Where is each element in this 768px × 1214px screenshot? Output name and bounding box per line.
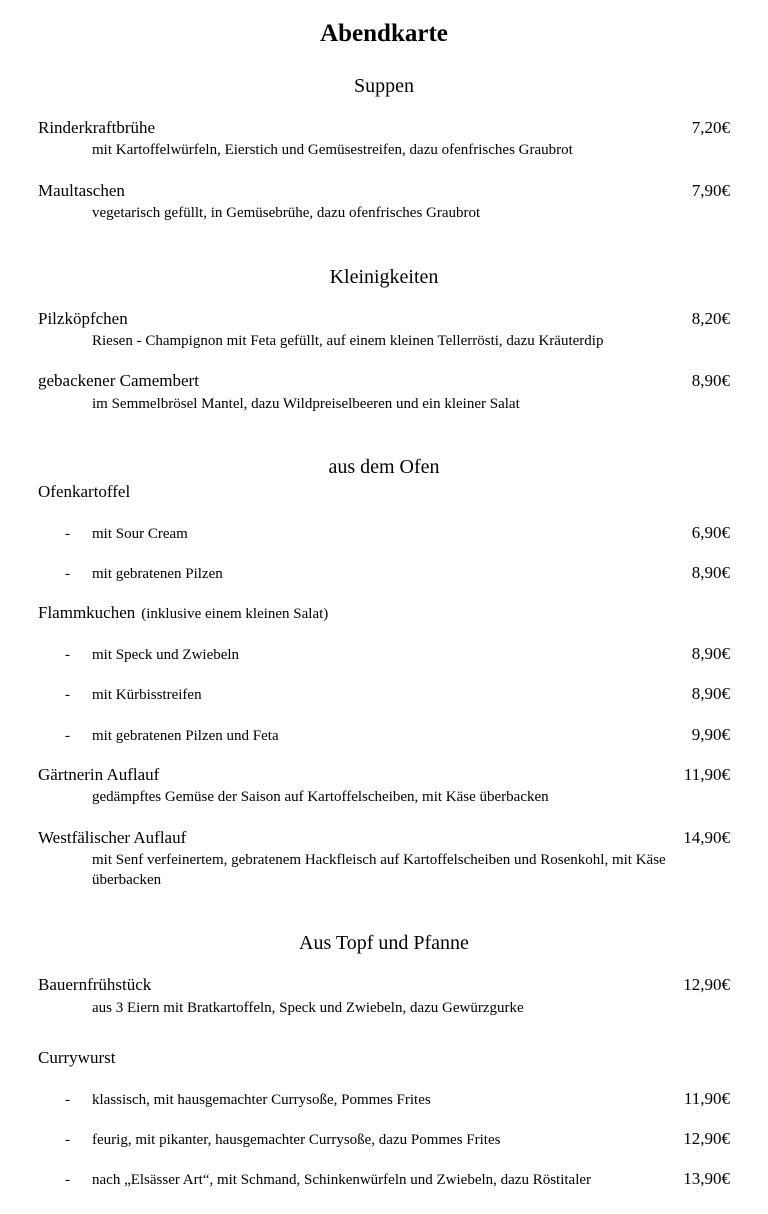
item-price: 11,90€ (683, 765, 730, 785)
item-header (38, 975, 730, 995)
item-description: gedämpftes Gemüse der Saison auf Kartoffelscheiben, mit Käse überbacken (92, 789, 549, 806)
menu-item (38, 181, 730, 224)
bullet-dash: - (65, 727, 70, 744)
item-header (38, 765, 730, 785)
bullet-dash: - (65, 566, 70, 583)
item-name: Currywurst (38, 1048, 116, 1068)
item-price: 8,90€ (691, 684, 730, 704)
menu-sections (38, 75, 730, 1190)
menu-item (38, 1048, 730, 1068)
bullet-dash: - (65, 687, 70, 704)
item-name: Flammkuchen (38, 603, 136, 623)
item-name: Westfälischer Auflauf (38, 827, 187, 847)
menu-item (38, 828, 730, 890)
menu-item-variant (38, 1089, 730, 1109)
menu-section (38, 75, 730, 224)
item-price: 7,90€ (691, 180, 730, 200)
item-price: 12,90€ (683, 1129, 730, 1148)
item-price: 9,90€ (691, 724, 730, 744)
menu-section (38, 932, 730, 1189)
section-heading: Suppen (354, 74, 414, 97)
item-header (38, 1048, 730, 1068)
variant-label: mit Speck und Zwiebeln (92, 646, 240, 663)
variant-label: klassisch, mit hausgemachter Currysoße, Pommes Frites (92, 1091, 431, 1108)
item-description: mit Senf verfeinertem, gebratenem Hackfleisch auf Kartoffelscheiben und Rosenkohl, mit Käse überbacken (92, 852, 666, 888)
item-header (38, 309, 730, 329)
variant-label: mit gebratenen Pilzen und Feta (92, 727, 279, 744)
variant-label: nach „Elsässer Art“, mit Schmand, Schinkenwürfeln und Zwiebeln, dazu Röstitaler (92, 1172, 592, 1189)
item-note: (inklusive einem kleinen Salat) (141, 606, 329, 623)
menu-item-variant (38, 1169, 730, 1189)
menu-item-variant (38, 684, 730, 704)
item-header (38, 371, 730, 391)
menu-section (38, 456, 730, 890)
section-heading: Aus Topf und Pfanne (299, 932, 469, 955)
item-price: 12,90€ (683, 975, 730, 995)
item-header (38, 603, 730, 623)
item-name: gebackener Camembert (38, 371, 199, 391)
bullet-dash: - (65, 1132, 70, 1148)
item-description: aus 3 Eiern mit Bratkartoffeln, Speck und Zwiebeln, dazu Gewürzgurke (92, 999, 524, 1016)
item-name: Rinderkraftbrühe (38, 117, 156, 137)
menu-item-variant (38, 563, 730, 583)
item-header (38, 828, 730, 848)
menu-item (38, 482, 730, 502)
item-description: vegetarisch gefüllt, in Gemüsebrühe, dazu ofenfrisches Graubrot (92, 205, 481, 222)
bullet-dash: - (65, 1091, 70, 1108)
item-price: 8,90€ (691, 643, 730, 663)
menu-item (38, 118, 730, 161)
item-price: 6,90€ (691, 522, 730, 542)
item-price: 11,90€ (683, 1088, 730, 1108)
item-price: 7,20€ (691, 117, 730, 137)
item-name: Bauernfrühstück (38, 975, 152, 995)
variant-label: mit gebratenen Pilzen (92, 566, 223, 583)
item-description: Riesen - Champignon mit Feta gefüllt, auf einem kleinen Tellerrösti, dazu Kräuterdip (92, 332, 604, 349)
menu-item (38, 371, 730, 414)
item-header (38, 482, 730, 502)
bullet-dash: - (65, 1172, 70, 1189)
menu-item-variant (38, 644, 730, 664)
variant-label: mit Kürbisstreifen (92, 687, 202, 704)
menu-item (38, 765, 730, 808)
item-header (38, 181, 730, 201)
item-name: Ofenkartoffel (38, 482, 131, 502)
bullet-dash: - (65, 525, 70, 542)
item-price: 13,90€ (683, 1169, 730, 1189)
item-price: 8,90€ (691, 563, 730, 583)
menu-item-variant (38, 1129, 730, 1149)
menu-item (38, 975, 730, 1018)
bullet-dash: - (65, 646, 70, 663)
menu-item-variant (38, 725, 730, 745)
item-name: Pilzköpfchen (38, 308, 128, 328)
item-header (38, 118, 730, 138)
variant-label: mit Sour Cream (92, 525, 188, 542)
item-description: mit Kartoffelwürfeln, Eierstich und Gemüsestreifen, dazu ofenfrisches Graubrot (92, 142, 573, 159)
menu-item (38, 603, 730, 623)
menu-title: Abendkarte (320, 20, 448, 47)
item-price: 8,20€ (691, 308, 730, 328)
item-name: Gärtnerin Auflauf (38, 765, 160, 785)
variant-label: feurig, mit pikanter, hausgemachter Currysoße, dazu Pommes Frites (92, 1132, 501, 1148)
menu-item (38, 309, 730, 352)
item-price: 14,90€ (683, 827, 730, 847)
item-name: Maultaschen (38, 180, 125, 200)
menu-section (38, 266, 730, 415)
section-heading: Kleinigkeiten (329, 265, 439, 288)
item-price: 8,90€ (691, 371, 730, 391)
menu-item-variant (38, 523, 730, 543)
item-description: im Semmelbrösel Mantel, dazu Wildpreiselbeeren und ein kleiner Salat (92, 395, 520, 412)
section-heading: aus dem Ofen (328, 456, 440, 479)
